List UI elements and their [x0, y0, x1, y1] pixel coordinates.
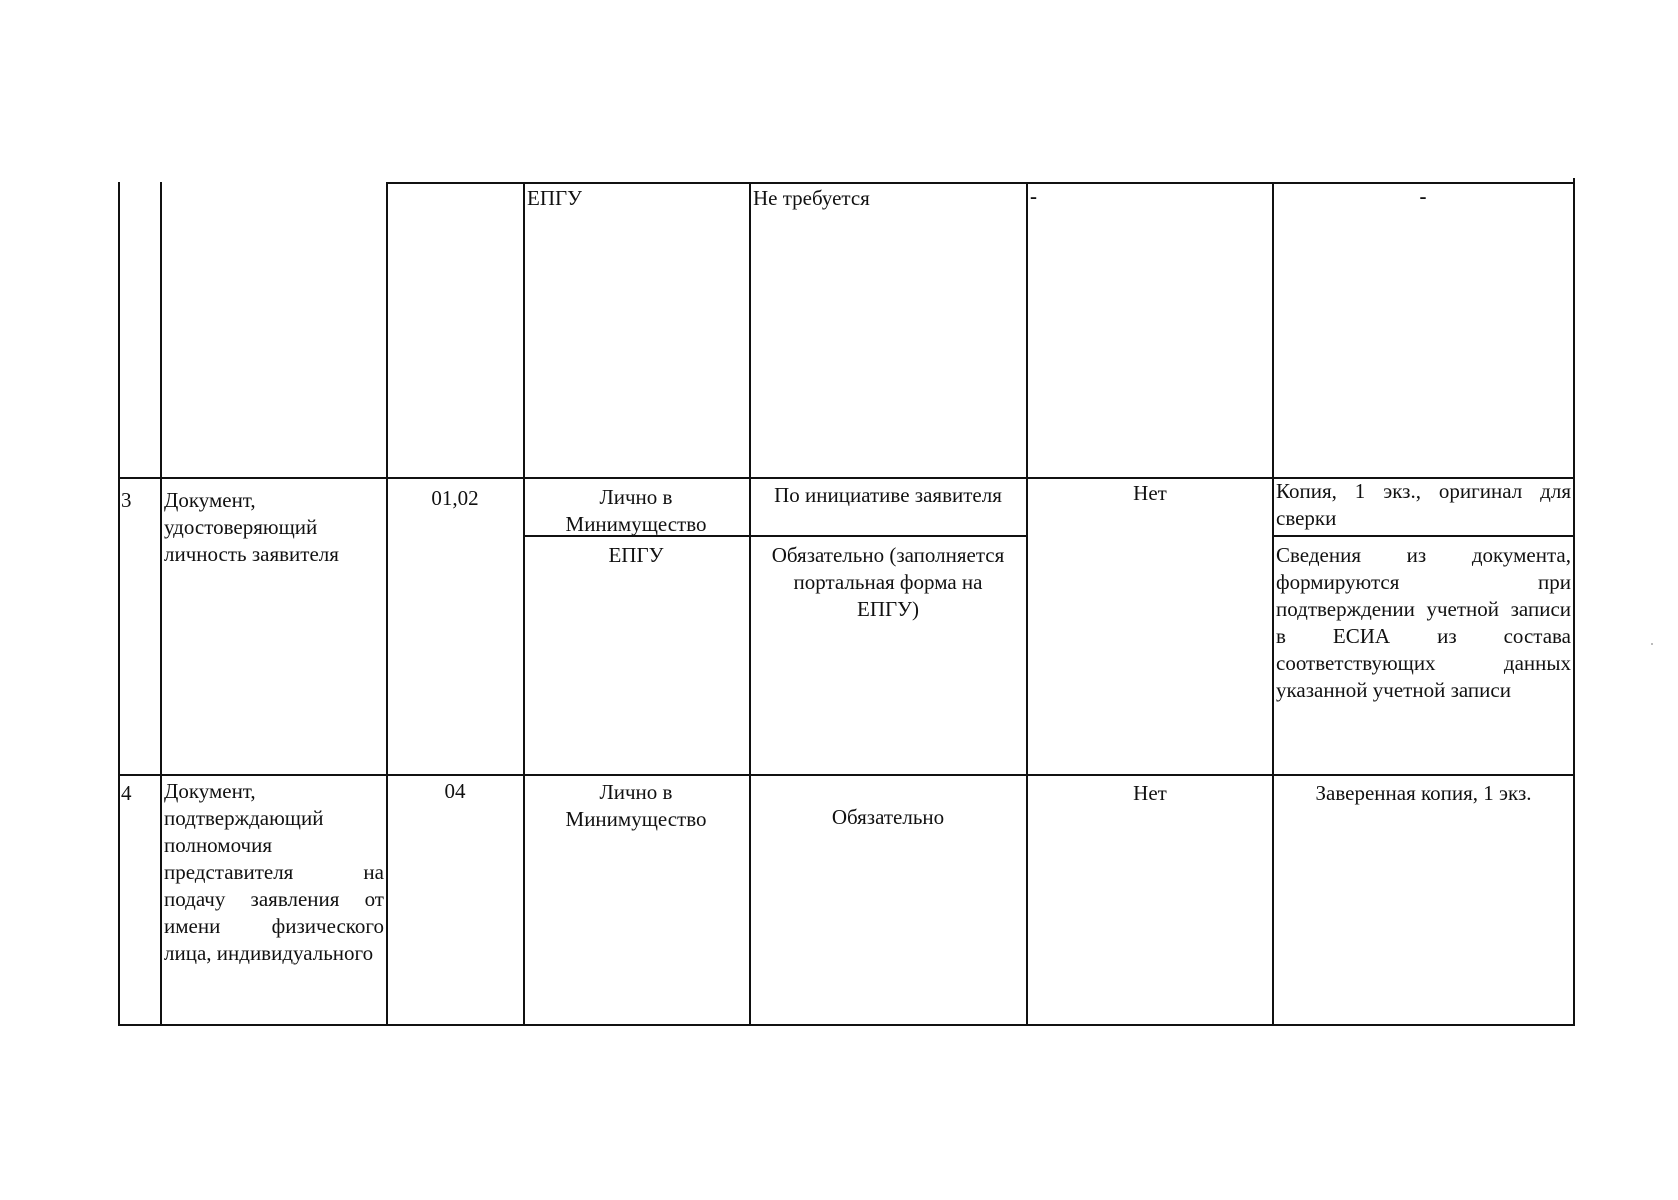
row3-form-1: Копия, 1 экз., оригинал для сверки	[1276, 479, 1571, 530]
col-line-4	[523, 182, 525, 1026]
row4-code: 04	[444, 779, 466, 803]
col-line-3	[386, 182, 388, 1026]
row3-code: 01,02	[431, 486, 479, 510]
col-line-7	[1272, 182, 1274, 1026]
row4-doc-name: Документ, подтверждающий полномочия представителя на подачу заявления от имени физического лица, индивидуального	[164, 779, 384, 965]
row4-method-line: Лично в	[599, 780, 673, 804]
cont-original-required: -	[1030, 184, 1037, 208]
row3-original-required: Нет	[1133, 481, 1167, 505]
col-line-2	[160, 182, 162, 1026]
row3-form-divider	[1272, 535, 1574, 537]
col-line-8	[1573, 178, 1575, 1026]
row4-method-line: Минимущество	[565, 807, 707, 831]
cont-method: ЕПГУ	[527, 186, 583, 210]
row3-requirement-2-line: Обязательно (заполняется	[771, 543, 1005, 567]
row3-method-1-line: Минимущество	[565, 512, 707, 536]
row4-method	[527, 779, 745, 833]
col-line-6	[1026, 182, 1028, 1026]
row3-doc-name-line: личность заявителя	[164, 542, 339, 566]
cont-form: -	[1419, 184, 1427, 208]
row3-requirement-1: По инициативе заявителя	[774, 483, 1002, 507]
table-bottom-border	[120, 1024, 1573, 1026]
row3-requirement-2	[753, 542, 1023, 623]
cont-requirement: Не требуется	[753, 186, 870, 210]
row4-original-required: Нет	[1133, 781, 1167, 805]
row3-number: 3	[121, 488, 132, 512]
row4-requirement: Обязательно	[831, 805, 945, 829]
col-line-5	[749, 182, 751, 1026]
row3-requirement-2-line: ЕПГУ)	[857, 597, 919, 621]
row4-number: 4	[121, 781, 132, 805]
scan-speck	[1651, 643, 1653, 645]
row-divider-4	[118, 774, 1574, 776]
row3-requirement-2-line: портальная форма на	[793, 570, 983, 594]
col-line-1	[118, 182, 120, 1026]
row3-doc-name-line: удостоверяющий	[164, 515, 318, 539]
row3-doc-name-line: Документ,	[164, 488, 256, 512]
row3-method-1-line: Лично в	[599, 485, 673, 509]
row3-method-1	[527, 484, 745, 538]
row4-form: Заверенная копия, 1 экз.	[1315, 781, 1532, 805]
row3-form-2: Сведения из документа, формируются при подтверждении учетной записи в ЕСИА из состава соответствующих данных указанной учетной записи	[1276, 543, 1571, 702]
row3-doc-name	[164, 487, 384, 568]
row3-method-2: ЕПГУ	[608, 543, 664, 567]
